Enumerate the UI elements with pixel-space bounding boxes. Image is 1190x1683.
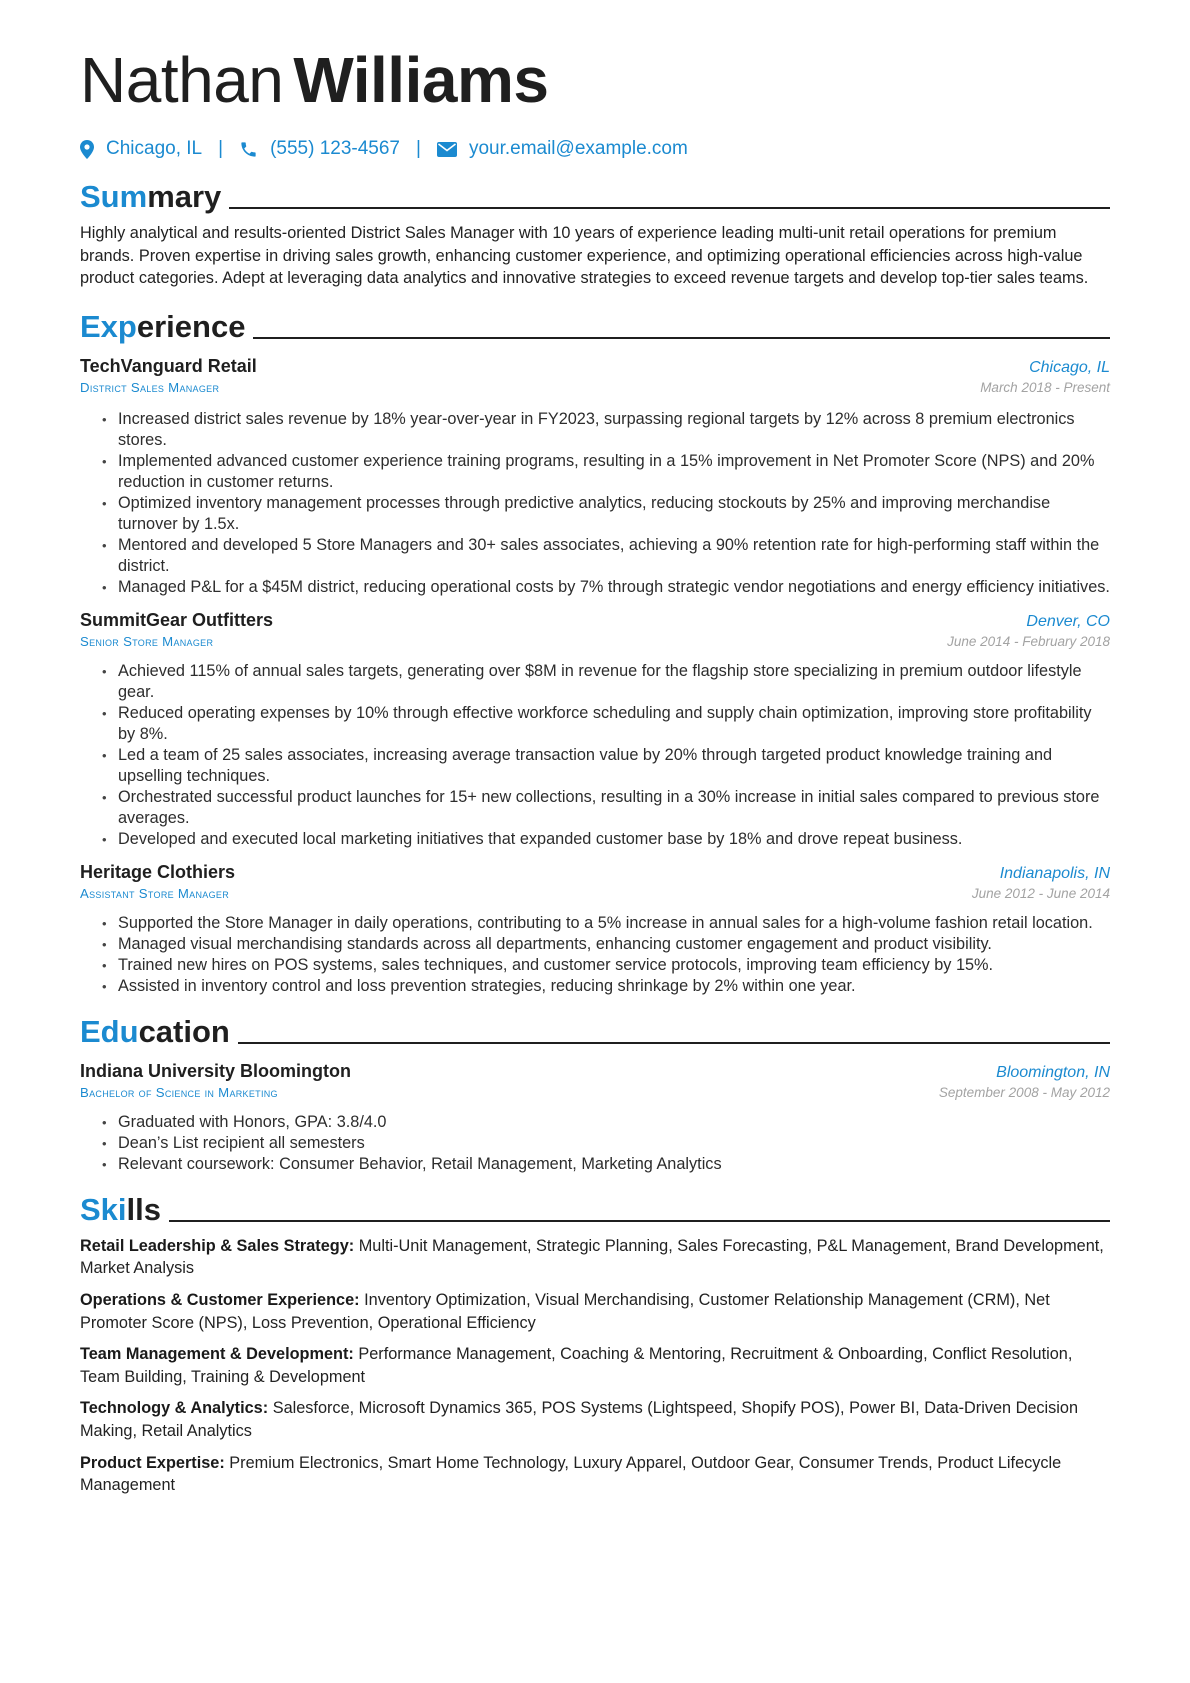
skill-row bbox=[80, 1452, 1110, 1497]
job-bullets bbox=[80, 409, 1110, 598]
education-entry bbox=[80, 1061, 1110, 1175]
job-title: District Sales Manager bbox=[80, 379, 220, 395]
skills-section bbox=[80, 1187, 1110, 1497]
list-item: • Optimized inventory management processes through predictive analytics, reducing stockouts by 25% and improving merchandise turnover by 1.5x. bbox=[102, 493, 1110, 535]
email-text: your.email@example.com bbox=[468, 138, 688, 159]
contact-location bbox=[80, 138, 202, 160]
job-title: Senior Store Manager bbox=[80, 633, 214, 649]
last-name: Williams bbox=[293, 44, 549, 116]
skill-row bbox=[80, 1343, 1110, 1388]
location-text: Chicago, IL bbox=[106, 138, 203, 159]
job-entry bbox=[80, 610, 1110, 850]
list-item: • Increased district sales revenue by 18% year-over-year in FY2023, surpassing regional targets by 12% across 8 premium electronics stores. bbox=[102, 409, 1110, 451]
school-name: Indiana University Bloomington bbox=[80, 1060, 352, 1081]
phone-text: (555) 123-4567 bbox=[270, 138, 400, 159]
job-location: Indianapolis, IN bbox=[999, 864, 1110, 882]
section-divider bbox=[238, 1042, 1110, 1044]
candidate-name bbox=[80, 44, 1110, 116]
contact-separator: | bbox=[218, 138, 224, 159]
skill-row bbox=[80, 1235, 1110, 1280]
job-bullets bbox=[80, 661, 1110, 850]
section-title: Summary bbox=[80, 179, 222, 214]
job-entry bbox=[80, 356, 1110, 598]
section-header bbox=[80, 174, 1110, 212]
list-item: • Reduced operating expenses by 10% through effective workforce scheduling and supply chain optimization, improving store profitability by 8%. bbox=[102, 703, 1110, 745]
section-header bbox=[80, 1009, 1110, 1047]
list-item: • Mentored and developed 5 Store Managers and 30+ sales associates, achieving a 90% retention rate for high-performing staff within the district. bbox=[102, 535, 1110, 577]
skill-row bbox=[80, 1397, 1110, 1442]
section-divider bbox=[229, 207, 1110, 209]
section-header bbox=[80, 304, 1110, 342]
skill-label: Team Management & Development: bbox=[80, 1345, 354, 1364]
section-header bbox=[80, 1187, 1110, 1225]
envelope-icon bbox=[437, 142, 457, 157]
list-item: • Graduated with Honors, GPA: 3.8/4.0 bbox=[102, 1112, 1110, 1133]
school-location: Bloomington, IN bbox=[996, 1063, 1110, 1081]
skill-label: Technology & Analytics: bbox=[80, 1399, 269, 1418]
list-item: • Achieved 115% of annual sales targets, generating over $8M in revenue for the flagship store specializing in premium outdoor lifestyle gear. bbox=[102, 661, 1110, 703]
job-bullets bbox=[80, 913, 1110, 997]
company-name: TechVanguard Retail bbox=[80, 355, 257, 376]
map-marker-icon bbox=[80, 140, 94, 159]
education-dates: September 2008 - May 2012 bbox=[938, 1084, 1110, 1100]
list-item: • Managed P&L for a $45M district, reducing operational costs by 7% through strategic vendor negotiations and energy efficiency initiatives. bbox=[102, 577, 1110, 598]
experience-section bbox=[80, 304, 1110, 997]
list-item: • Relevant coursework: Consumer Behavior, Retail Management, Marketing Analytics bbox=[102, 1154, 1110, 1175]
section-divider bbox=[253, 337, 1110, 339]
contact-email[interactable] bbox=[437, 138, 688, 160]
education-bullets bbox=[80, 1112, 1110, 1175]
list-item: • Orchestrated successful product launches for 15+ new collections, resulting in a 30% increase in initial sales compared to previous store averages. bbox=[102, 787, 1110, 829]
contact-phone[interactable] bbox=[239, 138, 400, 160]
list-item: • Supported the Store Manager in daily operations, contributing to a 5% increase in annual sales for a high-volume fashion retail location. bbox=[102, 913, 1110, 934]
list-item: • Implemented advanced customer experience training programs, resulting in a 15% improvement in Net Promoter Score (NPS) and 20% reduction in customer returns. bbox=[102, 451, 1110, 493]
summary-text: Highly analytical and results-oriented District Sales Manager with 10 years of experience leading multi-unit retail operations for premium brands. Proven expertise in driving sales growth, enhancing customer experience, and optimizing operational efficiencies across high-value product categories. Adept at leveraging data analytics and innovative strategies to exceed revenue targets and develop top-tier sales teams. bbox=[80, 224, 1089, 288]
section-divider bbox=[169, 1220, 1110, 1222]
first-name: Nathan bbox=[80, 44, 284, 116]
list-item: • Assisted in inventory control and loss prevention strategies, reducing shrinkage by 2% within one year. bbox=[102, 976, 1110, 997]
company-name: SummitGear Outfitters bbox=[80, 609, 274, 630]
skill-text: Premium Electronics, Smart Home Technology, Luxury Apparel, Outdoor Gear, Consumer Trends, Product Lifecycle Management bbox=[80, 1453, 1062, 1495]
job-location: Chicago, IL bbox=[1029, 358, 1110, 376]
degree: Bachelor of Science in Marketing bbox=[80, 1084, 278, 1100]
job-entry bbox=[80, 862, 1110, 997]
section-title: Experience bbox=[80, 308, 246, 344]
list-item: • Dean’s List recipient all semesters bbox=[102, 1133, 1110, 1154]
skill-label: Product Expertise: bbox=[80, 1453, 225, 1472]
skill-text: Salesforce, Microsoft Dynamics 365, POS Systems (Lightspeed, Shopify POS), Power BI, Data-Driven Decision Making, Retail Analytics bbox=[80, 1399, 1079, 1440]
section-title: Education bbox=[80, 1013, 230, 1049]
skill-text: Multi-Unit Management, Strategic Planning, Sales Forecasting, P&L Management, Brand Development, Market Analysis bbox=[80, 1236, 1104, 1278]
contact-separator: | bbox=[416, 138, 421, 159]
list-item: • Developed and executed local marketing initiatives that expanded customer base by 18% and drove repeat business. bbox=[102, 829, 1110, 850]
summary-section bbox=[80, 174, 1110, 290]
phone-icon bbox=[239, 140, 258, 159]
section-title: Skills bbox=[80, 1191, 161, 1227]
job-location: Denver, CO bbox=[1026, 612, 1110, 630]
skill-label: Retail Leadership & Sales Strategy: bbox=[80, 1236, 355, 1255]
list-item: • Trained new hires on POS systems, sales techniques, and customer service protocols, improving team efficiency by 15%. bbox=[102, 955, 1110, 976]
skill-text: Inventory Optimization, Visual Merchandising, Customer Relationship Management (CRM), Net Promoter Score (NPS), Loss Prevention, Operational Efficiency bbox=[80, 1290, 1050, 1332]
education-section bbox=[80, 1009, 1110, 1175]
skill-row bbox=[80, 1289, 1110, 1334]
skills-list bbox=[80, 1235, 1110, 1497]
job-title: Assistant Store Manager bbox=[80, 885, 229, 901]
company-name: Heritage Clothiers bbox=[80, 861, 236, 882]
skill-text: Performance Management, Coaching & Mentoring, Recruitment & Onboarding, Conflict Resolution, Team Building, Training & Development bbox=[80, 1345, 1073, 1386]
job-dates: June 2014 - February 2018 bbox=[947, 633, 1110, 649]
job-dates: March 2018 - Present bbox=[980, 379, 1110, 395]
job-dates: June 2012 - June 2014 bbox=[971, 885, 1110, 901]
list-item: • Led a team of 25 sales associates, increasing average transaction value by 20% through targeted product knowledge training and upselling techniques. bbox=[102, 745, 1110, 787]
list-item: • Managed visual merchandising standards across all departments, enhancing customer engagement and product visibility. bbox=[102, 934, 1110, 955]
contact-bar bbox=[80, 134, 1110, 164]
skill-label: Operations & Customer Experience: bbox=[80, 1290, 360, 1309]
